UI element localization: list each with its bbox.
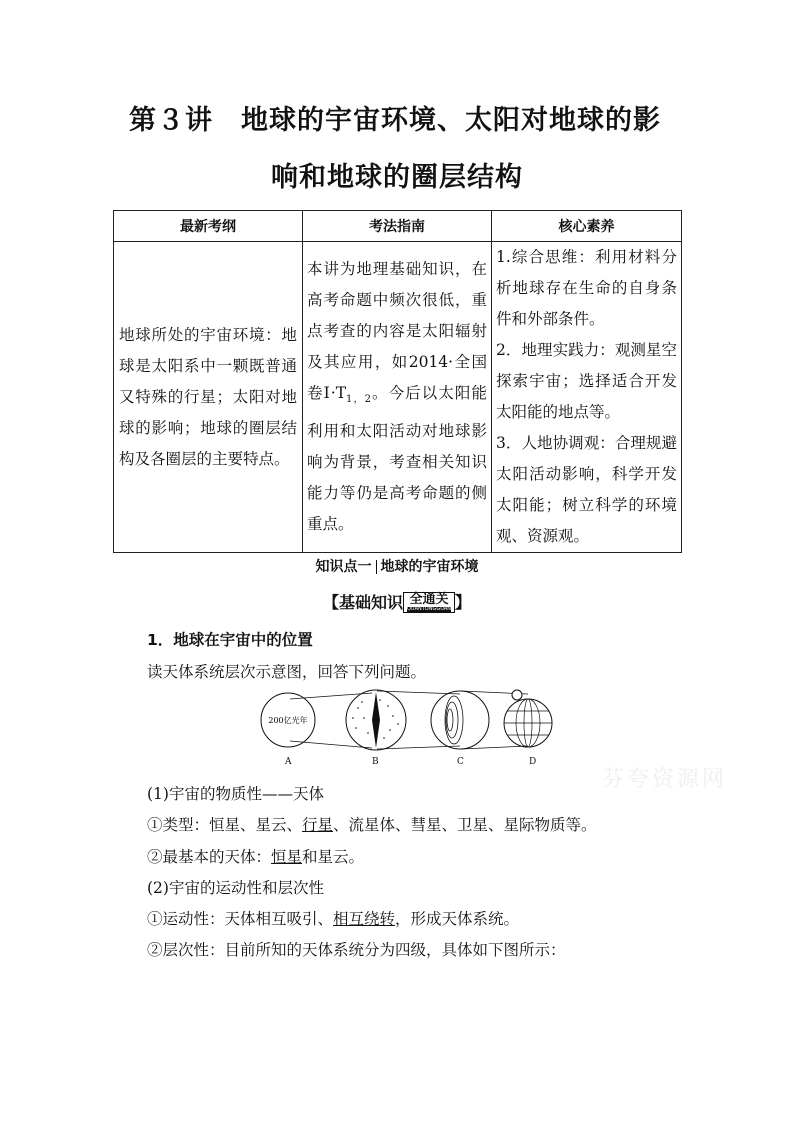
basic-text-a: ②最基本的天体： (147, 848, 272, 866)
celestial-system-figure (258, 688, 558, 756)
subheading-materiality: (1)宇宙的物质性——天体 (147, 785, 324, 803)
subheading-motion: (2)宇宙的运动性和层次性 (147, 879, 324, 897)
right-bracket: 】 (455, 593, 472, 612)
header-core-literacy: 核心素养 (492, 211, 682, 242)
figure-label-c: C (457, 757, 464, 767)
lesson-title-line-2: 响和地球的圈层结构 (271, 162, 523, 193)
divider (376, 560, 377, 574)
lesson-title-line-1: 第３讲 地球的宇宙环境、太阳对地球的影 (129, 105, 661, 136)
intro-text: 读天体系统层次示意图，回答下列问题。 (147, 663, 427, 681)
orbit-ellipses (445, 696, 463, 744)
circle-label: 200亿光年 (268, 716, 308, 725)
figure-label-b: B (372, 757, 379, 767)
knowledge-point-title: 地球的宇宙环境 (380, 559, 479, 575)
knowledge-point-number: 知识点一 (315, 559, 372, 575)
literacy-item-1: 1.综合思维：利用材料分析地球存在生命的自身条件和外部条件。 (496, 248, 677, 328)
motion-text-a: ①运动性：天体相互吸引、 (147, 910, 334, 928)
exam-guide-text-a: 本讲为地理基础知识，在高考命题中频次很低，重点考查的内容是太阳辐射及其应用，如2014·全国卷Ⅰ·T (307, 260, 487, 403)
types-line (147, 813, 597, 835)
solar-system-circle (431, 691, 489, 749)
table-header-row (114, 211, 682, 242)
badge-pinyin: QUANTONGGUAN (406, 606, 452, 612)
core-literacy-cell (492, 242, 682, 553)
exam-guide-subscript: 1，2 (346, 394, 371, 406)
figure-label-d: D (529, 757, 537, 767)
literacy-item-3: 3．人地协调观：合理规避太阳活动影响，科学开发太阳能；树立科学的环境观、资源观。 (496, 434, 677, 545)
figure-label-a: A (285, 757, 292, 767)
types-answer: 行星 (302, 816, 334, 834)
watermark: 芬夸资源网 (602, 767, 728, 792)
basic-answer: 恒星 (271, 848, 303, 866)
table-body-row (114, 242, 682, 553)
moon (512, 690, 522, 700)
heading-position: 1．地球在宇宙中的位置 (147, 631, 313, 649)
types-text-b: 、流星体、彗星、卫星、星际物质等。 (333, 816, 597, 834)
section-heading (0, 590, 794, 614)
header-exam-guide: 考法指南 (303, 211, 492, 242)
left-bracket: 【 (322, 593, 339, 612)
basic-text-b: 和星云。 (302, 848, 365, 866)
section-label: 基础知识 (338, 593, 403, 612)
literacy-item-2: 2．地理实践力：观测星空探索宇宙；选择适合开发太阳能的地点等。 (496, 341, 677, 421)
header-syllabus: 最新考纲 (114, 211, 303, 242)
badge-text: 全通关 (409, 592, 449, 607)
types-text-a: ①类型：恒星、星云、 (147, 816, 303, 834)
knowledge-point-heading (0, 556, 794, 576)
motion-line (147, 907, 519, 929)
syllabus-cell: 地球所处的宇宙环境：地球是太阳系中一颗既普通又特殊的行星；太阳对地球的影响；地球的圈层结构及各圈层的主要特点。 (114, 242, 303, 553)
galaxy-shape (372, 692, 380, 748)
exam-guide-text-b: 。今后以太阳能利用和太阳活动对地球影响为背景，考查相关知识能力等仍是高考命题的侧重点。 (307, 384, 487, 533)
exam-guide-cell (303, 242, 492, 553)
overview-table (113, 210, 682, 553)
section-badge (403, 592, 455, 613)
hierarchy-line: ②层次性：目前所知的天体系统分为四级，具体如下图所示： (147, 941, 566, 959)
zoom-line (290, 741, 372, 748)
zoom-line (290, 693, 372, 699)
motion-answer: 相互绕转 (333, 910, 396, 928)
basic-body-line (147, 845, 364, 867)
motion-text-b: ，形成天体系统。 (395, 910, 520, 928)
